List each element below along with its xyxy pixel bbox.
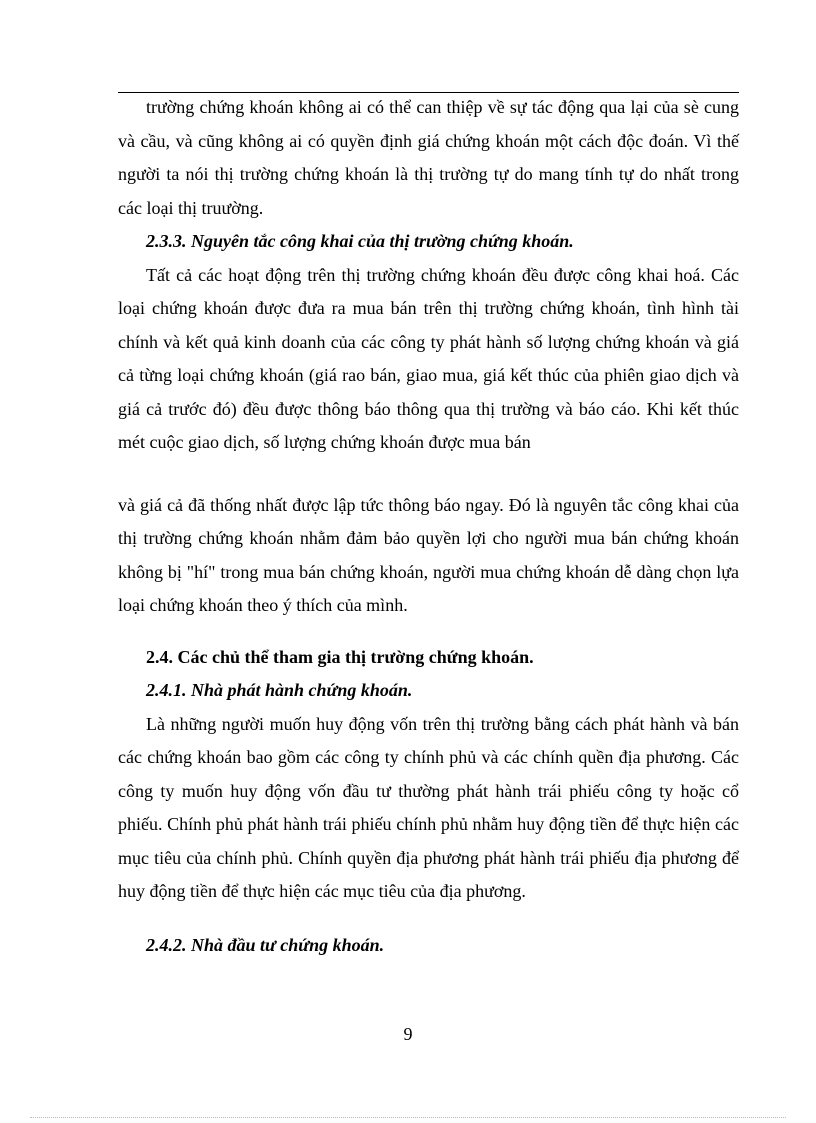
page-bottom-border [30, 1117, 786, 1118]
paragraph-disclosure-principle: Tất cả các hoạt động trên thị trường chứng khoán đều được công khai hoá. Các loại chứng khoán được đưa ra mua bán trên thị trường chứng khoán, tình hình tài chính và kết quả kinh doanh của các công ty phát hành số lượng chứng khoán và giá cả từng loại chứng khoán (giá rao bán, giao mua, giá kết thúc của phiên giao dịch và giá cả trước đó) đều được thông báo thông qua thị trường và báo cáo. Khi kết thúc mét cuộc giao dịch, số lượng chứng khoán được mua bán [118, 264, 739, 452]
paragraph-issuers: Là những người muốn huy động vốn trên thị trường bằng cách phát hành và bán các chứng khoán bao gồm các công ty chính phủ và các chính quền địa phương. Các công ty muốn huy động vốn đầu tư thường phát hành trái phiếu công ty hoặc cổ phiếu. Chính phủ phát hành trái phiếu chính phủ nhằm huy động tiền để thực hiện các mục tiêu của chính phủ. Chính quyền địa phương phát hành trái phiếu địa phương để huy động tiền để thực hiện các mục tiêu của địa phương. [118, 713, 739, 901]
heading-2-4: 2.4. Các chủ thể tham gia thị trường chứng khoán. [146, 646, 534, 667]
heading-2-4-2: 2.4.2. Nhà đầu tư chứng khoán. [146, 934, 385, 955]
paragraph-disclosure-continued: và giá cả đã thống nhất được lập tức thông báo ngay. Đó là nguyên tắc công khai của thị trường chứng khoán nhằm đảm bảo quyền lợi cho người mua bán chứng khoán không bị "hí" trong mua bán chứng khoán, người mua chứng khoán dễ dàng chọn lựa loại chứng khoán theo ý thích của mình. [118, 494, 739, 615]
heading-2-3-3: 2.3.3. Nguyên tắc công khai của thị trường chứng khoán. [146, 231, 574, 251]
document-body [118, 91, 739, 962]
paragraph-market-freedom: trường chứng khoán không ai có thể can thiệp về sự tác động qua lại của sè cung và cầu, và cũng không ai có quyền định giá chứng khoán một cách độc đoán. Vì thế người ta nói thị trường chứng khoán là thị trường tự do mang tính tự do nhất trong các loại thị truường. [118, 97, 739, 218]
heading-2-4-1: 2.4.1. Nhà phát hành chứng khoán. [146, 680, 413, 700]
page-number: 9 [403, 1024, 413, 1044]
